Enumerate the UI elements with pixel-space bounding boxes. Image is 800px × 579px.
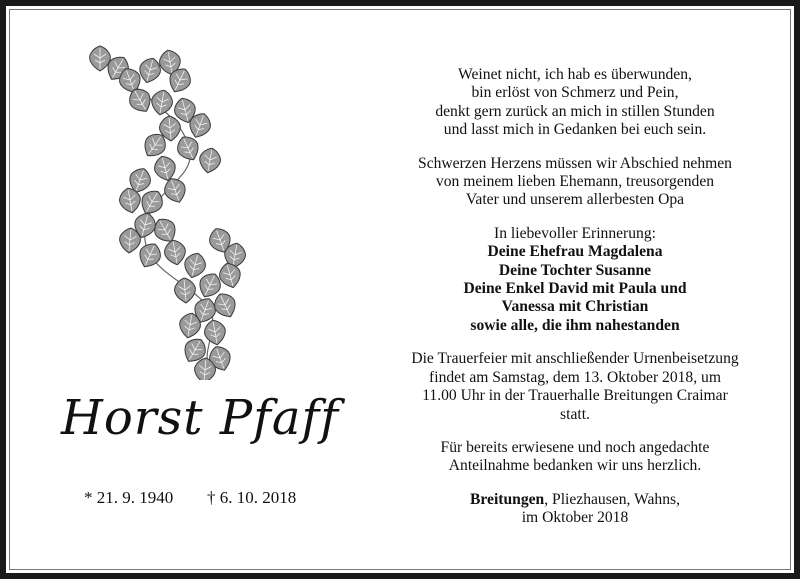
ivy-leaf	[198, 146, 223, 174]
death-date: † 6. 10. 2018	[207, 488, 297, 507]
mourner-line: Deine Enkel David mit Paula und	[463, 280, 687, 298]
thanks-block	[372, 439, 778, 476]
poem-line: bin erlöst von Schmerz und Pein,	[471, 84, 679, 102]
birth-date: * 21. 9. 1940	[84, 488, 174, 507]
funeral-line: statt.	[560, 405, 590, 423]
mourner-line: Deine Ehefrau Magdalena	[487, 243, 663, 261]
ivy-leaf	[137, 56, 164, 86]
ivy-leaf	[137, 186, 168, 218]
ivy-leaf	[174, 277, 197, 304]
ivy-leaf	[90, 46, 111, 71]
thanks-line: Anteilnahme bedanken wir uns herzlich.	[448, 457, 702, 475]
announcement-block	[372, 155, 778, 210]
place-town: Breitungen	[470, 490, 545, 508]
obituary-text	[372, 66, 778, 543]
thanks-line: Für bereits erwiesene und noch angedachte	[440, 438, 710, 456]
ivy-leaf	[182, 251, 209, 281]
ivy-leaf	[203, 318, 228, 346]
place-rest: , Pliezhausen, Wahns,	[544, 490, 680, 508]
place-date: im Oktober 2018	[521, 509, 629, 527]
announcement-line: von meinem lieben Ehemann, treusorgenden	[435, 173, 715, 191]
poem-line: denkt gern zurück an mich in stillen Stunden	[435, 102, 715, 120]
funeral-line: 11.00 Uhr in der Trauerhalle Breitungen Craimar	[422, 387, 728, 405]
ivy-leaf	[211, 290, 240, 321]
poem-block	[372, 66, 778, 140]
ivy-leaf	[150, 88, 175, 116]
mourner-line: Vanessa mit Christian	[501, 298, 649, 316]
poem-line: und lasst mich in Gedanken bei euch sein.	[443, 121, 707, 139]
announcement-line: Schwerzen Herzens müssen wir Abschied nehmen	[418, 154, 732, 172]
place-block	[372, 491, 778, 528]
funeral-line: Die Trauerfeier mit anschließender Urnenbeisetzung	[411, 350, 739, 368]
funeral-line: findet am Samstag, dem 13. Oktober 2018, um	[429, 368, 721, 386]
ivy-leaf	[163, 238, 188, 266]
poem-line: Weinet nicht, ich hab es überwunden,	[458, 66, 692, 83]
place-line	[372, 491, 778, 509]
mourner-line: sowie alle, die ihm nahestanden	[470, 316, 680, 334]
ivy-vine-icon	[70, 40, 280, 380]
ivy-leaf	[174, 133, 203, 164]
mourner-line: Deine Tochter Susanne	[498, 261, 652, 279]
remembrance-block	[372, 225, 778, 335]
deceased-name: Horst Pfaff	[60, 390, 340, 446]
announcement-line: Vater und unserem allerbesten Opa	[465, 191, 685, 209]
remembrance-intro: In liebevoller Erinnerung:	[494, 224, 656, 242]
funeral-block	[372, 350, 778, 424]
